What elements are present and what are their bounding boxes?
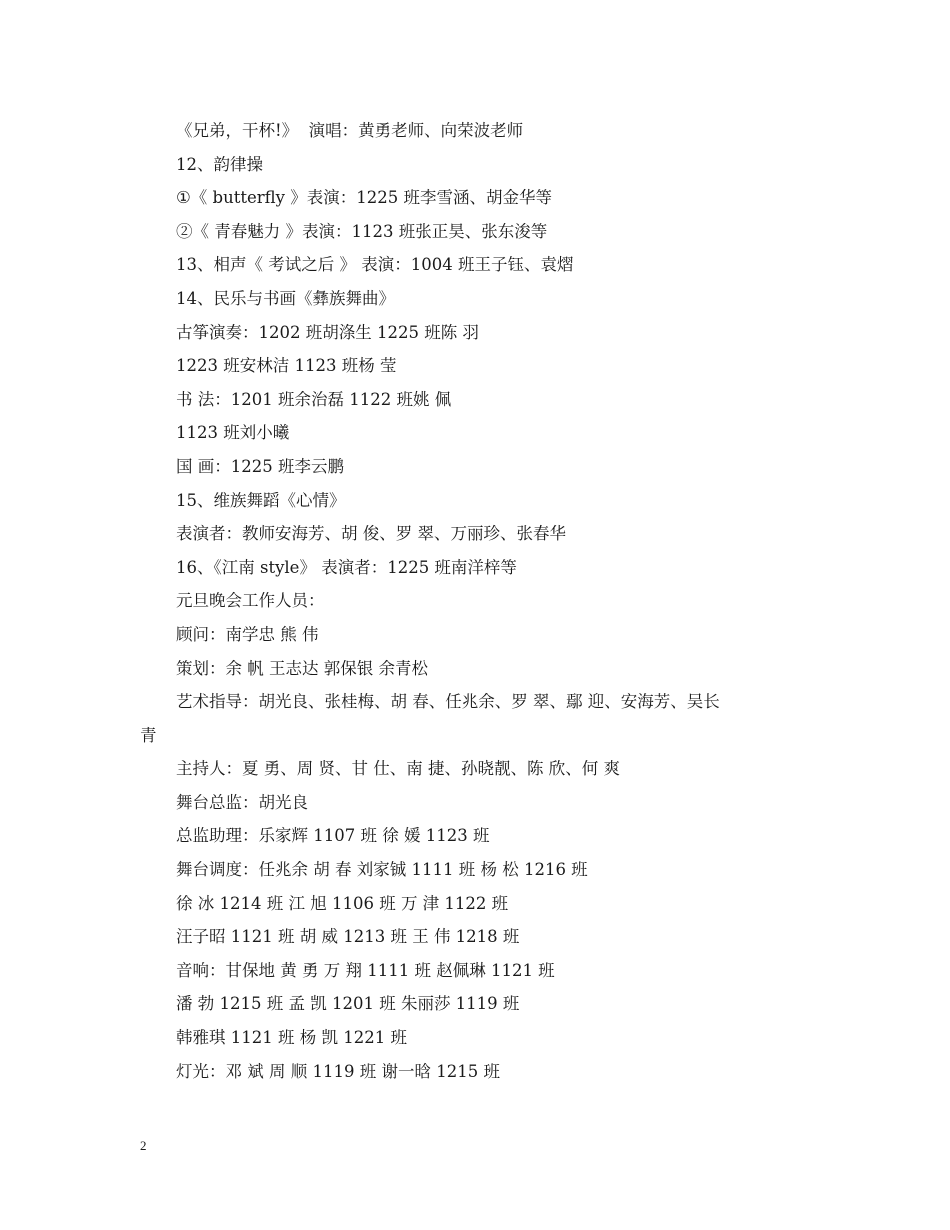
text-line: 汪子昭 1121 班 胡 威 1213 班 王 伟 1218 班 xyxy=(176,927,520,947)
text-line: 艺术指导：胡光良、张桂梅、胡 春、任兆余、罗 翠、鄢 迎、安海芳、吴长 xyxy=(176,692,720,712)
text-line: 14、民乐与书画《彝族舞曲》 xyxy=(176,288,395,308)
text-line: 元旦晚会工作人员： xyxy=(176,591,325,611)
text-line: 15、维族舞蹈《心情》 xyxy=(176,490,346,510)
text-line: 表演者：教师安海芳、胡 俊、罗 翠、万丽珍、张春华 xyxy=(176,524,566,544)
text-line: 灯光：邓 斌 周 顺 1119 班 谢一晗 1215 班 xyxy=(176,1061,500,1081)
text-line: 12、韵律操 xyxy=(176,154,263,174)
text-line: 书 法：1201 班余治磊 1122 班姚 佩 xyxy=(176,389,452,409)
text-line: 潘 勃 1215 班 孟 凯 1201 班 朱丽莎 1119 班 xyxy=(176,994,520,1014)
text-line: 音响：甘保地 黄 勇 万 翔 1111 班 赵佩琳 1121 班 xyxy=(176,960,555,980)
text-line: 策划：余 帆 王志达 郭保银 余青松 xyxy=(176,658,428,678)
text-line: ①《 butterfly 》表演：1225 班李雪涵、胡金华等 xyxy=(176,188,552,208)
text-line: 古筝演奏：1202 班胡涤生 1225 班陈 羽 xyxy=(176,322,479,342)
text-line: ②《 青春魅力 》表演：1123 班张正昊、张东浚等 xyxy=(176,221,548,241)
text-line: 1223 班安林洁 1123 班杨 莹 xyxy=(176,356,397,376)
text-line: 1123 班刘小曦 xyxy=(176,423,290,443)
text-line: 《兄弟，干杯!》 演唱：黄勇老师、向荣波老师 xyxy=(176,121,524,140)
text-line: 16、《江南 style》 表演者：1225 班南洋梓等 xyxy=(176,557,517,577)
text-line: 国 画：1225 班李云鹏 xyxy=(176,456,344,476)
text-line: 顾问：南学忠 熊 伟 xyxy=(176,624,319,644)
text-line: 13、相声《 考试之后 》 表演：1004 班王子钰、袁熠 xyxy=(176,255,574,275)
text-line: 舞台总监：胡光良 xyxy=(176,792,308,812)
text-line: 主持人：夏 勇、周 贤、甘 仕、南 捷、孙晓靓、陈 欣、何 爽 xyxy=(176,759,620,779)
text-line: 徐 冰 1214 班 江 旭 1106 班 万 津 1122 班 xyxy=(176,893,509,913)
text-line: 总监助理：乐家辉 1107 班 徐 媛 1123 班 xyxy=(176,826,490,846)
page-number: 2 xyxy=(140,1138,147,1153)
text-line: 舞台调度：任兆余 胡 春 刘家铖 1111 班 杨 松 1216 班 xyxy=(176,860,588,880)
text-line: 韩雅琪 1121 班 杨 凯 1221 班 xyxy=(176,1028,407,1048)
text-line-continuation: 青 xyxy=(140,725,157,745)
document-body xyxy=(140,114,820,1088)
